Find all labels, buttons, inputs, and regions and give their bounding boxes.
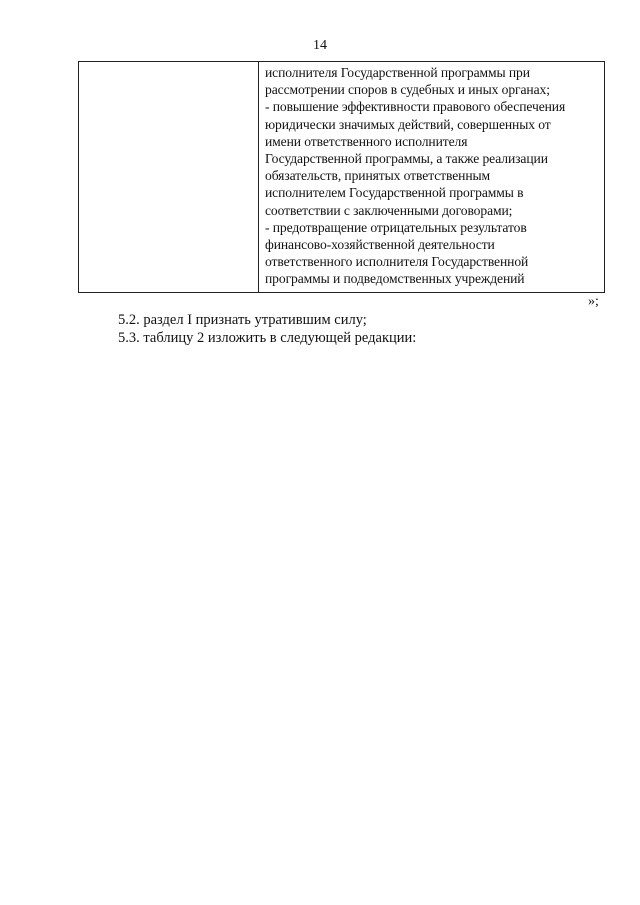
table-text-line: рассмотрении споров в судебных и иных органах; [265,82,550,98]
document-table [78,61,605,293]
table-text-line: - предотвращение отрицательных результатов [265,219,527,235]
table-text-line: Государственной программы, а также реализации [265,151,548,167]
table-text-line: финансово-хозяйственной деятельности [265,237,495,253]
table-text-line: юридически значимых действий, совершенных от [265,116,551,132]
table-cell-right [259,62,604,292]
table-text-line: соответствии с заключенными договорами; [265,202,513,218]
table-text-line: исполнителя Государственной программы при [265,65,530,80]
closing-quote: »; [588,294,599,309]
paragraph-5-3: 5.3. таблицу 2 изложить в следующей редакции: [118,330,417,346]
table-cell-left [79,62,259,292]
table-text-line: имени ответственного исполнителя [265,133,468,149]
table-text-line: обязательств, принятых ответственным [265,168,491,184]
page-number: 14 [313,38,327,53]
table-text-line: ответственного исполнителя Государственной [265,254,529,270]
table-text-line: программы и подведомственных учреждений [265,271,525,287]
table-text-line: исполнителем Государственной программы в [265,185,524,201]
table-text-line: - повышение эффективности правового обеспечения [265,99,566,115]
paragraph-5-2: 5.2. раздел I признать утратившим силу; [118,312,367,328]
